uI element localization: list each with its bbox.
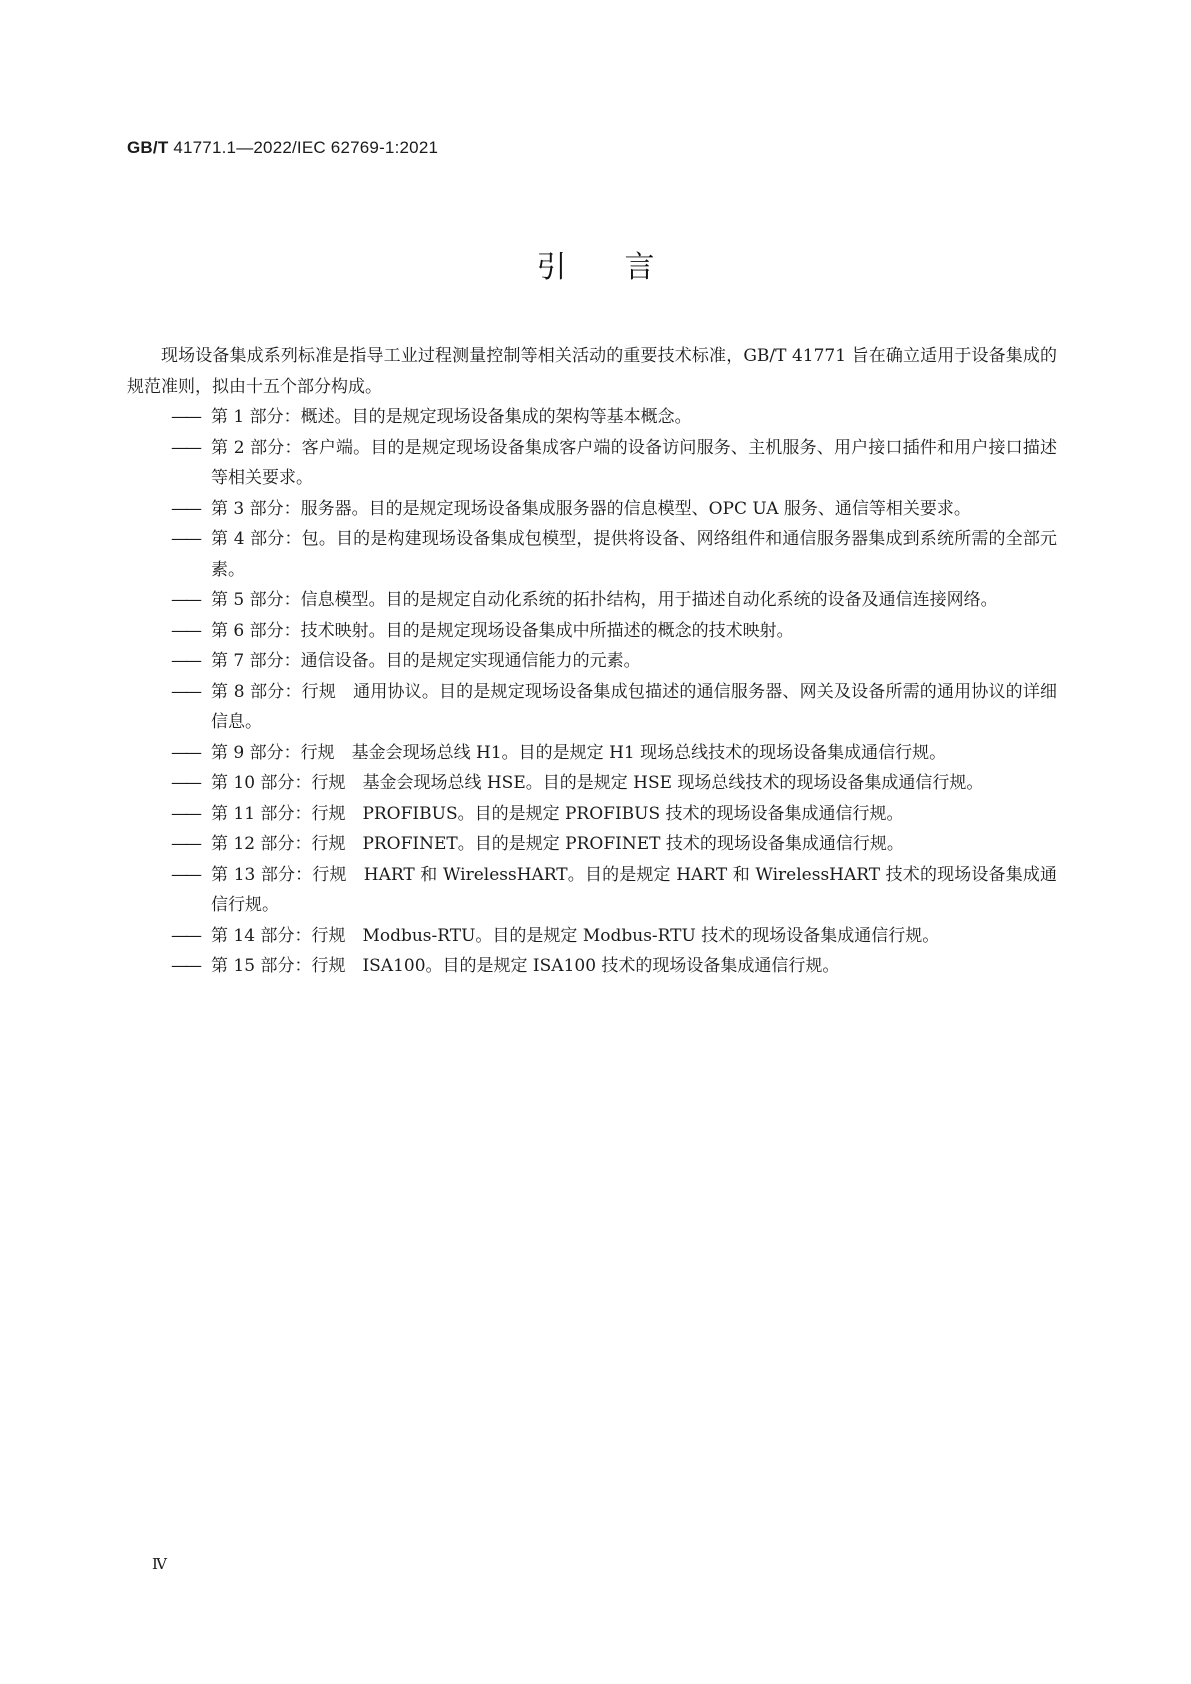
list-item-text: 第 10 部分：行规 基金会现场总线 HSE。目的是规定 HSE 现场总线技术的现场设备集成通信行规。 — [211, 773, 984, 793]
list-dash: —— — [171, 407, 199, 427]
document-header — [127, 138, 438, 158]
list-dash: —— — [171, 925, 199, 946]
list-item — [127, 433, 1057, 494]
standard-prefix: GB/T — [127, 138, 169, 157]
list-dash: —— — [171, 437, 199, 458]
list-item — [127, 646, 1057, 677]
list-dash: —— — [171, 742, 199, 763]
list-item-text: 第 4 部分：包。目的是构建现场设备集成包模型，提供将设备、网络组件和通信服务器集成到系统所需的全部元素。 — [211, 529, 1057, 580]
list-item-text: 第 14 部分：行规 Modbus-RTU。目的是规定 Modbus-RTU 技术的现场设备集成通信行规。 — [211, 925, 940, 946]
list-dash: —— — [171, 651, 199, 671]
list-item-text: 第 6 部分：技术映射。目的是规定现场设备集成中所描述的概念的技术映射。 — [211, 620, 794, 641]
list-dash: —— — [171, 803, 199, 824]
list-item — [127, 799, 1057, 830]
list-item-text: 第 13 部分：行规 HART 和 WirelessHART。目的是规定 HART 和 WirelessHART 技术的现场设备集成通信行规。 — [211, 864, 1057, 915]
intro-paragraph: 现场设备集成系列标准是指导工业过程测量控制等相关活动的重要技术标准，GB/T 41771 旨在确立适用于设备集成的规范准则，拟由十五个部分构成。 — [127, 346, 1057, 397]
list-dash: —— — [171, 773, 199, 793]
list-item — [127, 951, 1057, 982]
list-item — [127, 829, 1057, 860]
standard-number: 41771.1—2022/IEC 62769-1:2021 — [168, 138, 439, 157]
list-item-text: 第 5 部分：信息模型。目的是规定自动化系统的拓扑结构，用于描述自动化系统的设备及通信连接网络。 — [211, 590, 998, 610]
list-dash: —— — [171, 620, 199, 641]
list-item — [127, 738, 1057, 769]
list-item — [127, 524, 1057, 585]
parts-list — [127, 402, 1057, 982]
list-item-text: 第 12 部分：行规 PROFINET。目的是规定 PROFINET 技术的现场设备集成通信行规。 — [211, 834, 904, 854]
list-dash: —— — [171, 590, 199, 610]
list-dash: —— — [171, 864, 199, 885]
list-item-text: 第 3 部分：服务器。目的是规定现场设备集成服务器的信息模型、OPC UA 服务、通信等相关要求。 — [211, 498, 971, 519]
main-content — [127, 341, 1057, 982]
list-item-text: 第 9 部分：行规 基金会现场总线 H1。目的是规定 H1 现场总线技术的现场设备集成通信行规。 — [211, 742, 947, 763]
list-dash: —— — [171, 529, 199, 549]
list-item-text: 第 8 部分：行规 通用协议。目的是规定现场设备集成包描述的通信服务器、网关及设备所需的通用协议的详细信息。 — [211, 681, 1057, 732]
list-item-text: 第 15 部分：行规 ISA100。目的是规定 ISA100 技术的现场设备集成通信行规。 — [211, 956, 840, 976]
list-item — [127, 768, 1057, 799]
list-item — [127, 494, 1057, 525]
list-dash: —— — [171, 956, 199, 976]
list-item-text: 第 7 部分：通信设备。目的是规定实现通信能力的元素。 — [211, 651, 641, 671]
list-item — [127, 677, 1057, 738]
page-title: 引言 — [536, 250, 713, 285]
list-item — [127, 616, 1057, 647]
list-dash: —— — [171, 834, 199, 854]
page-number: Ⅳ — [152, 1555, 167, 1573]
list-item-text: 第 1 部分：概述。目的是规定现场设备集成的架构等基本概念。 — [211, 407, 692, 427]
list-item — [127, 402, 1057, 433]
list-dash: —— — [171, 681, 199, 702]
list-item — [127, 921, 1057, 952]
list-item-text: 第 2 部分：客户端。目的是规定现场设备集成客户端的设备访问服务、主机服务、用户接口插件和用户接口描述等相关要求。 — [211, 437, 1057, 488]
list-item — [127, 585, 1057, 616]
list-dash: —— — [171, 498, 199, 519]
list-item-text: 第 11 部分：行规 PROFIBUS。目的是规定 PROFIBUS 技术的现场设备集成通信行规。 — [211, 803, 904, 824]
list-item — [127, 860, 1057, 921]
